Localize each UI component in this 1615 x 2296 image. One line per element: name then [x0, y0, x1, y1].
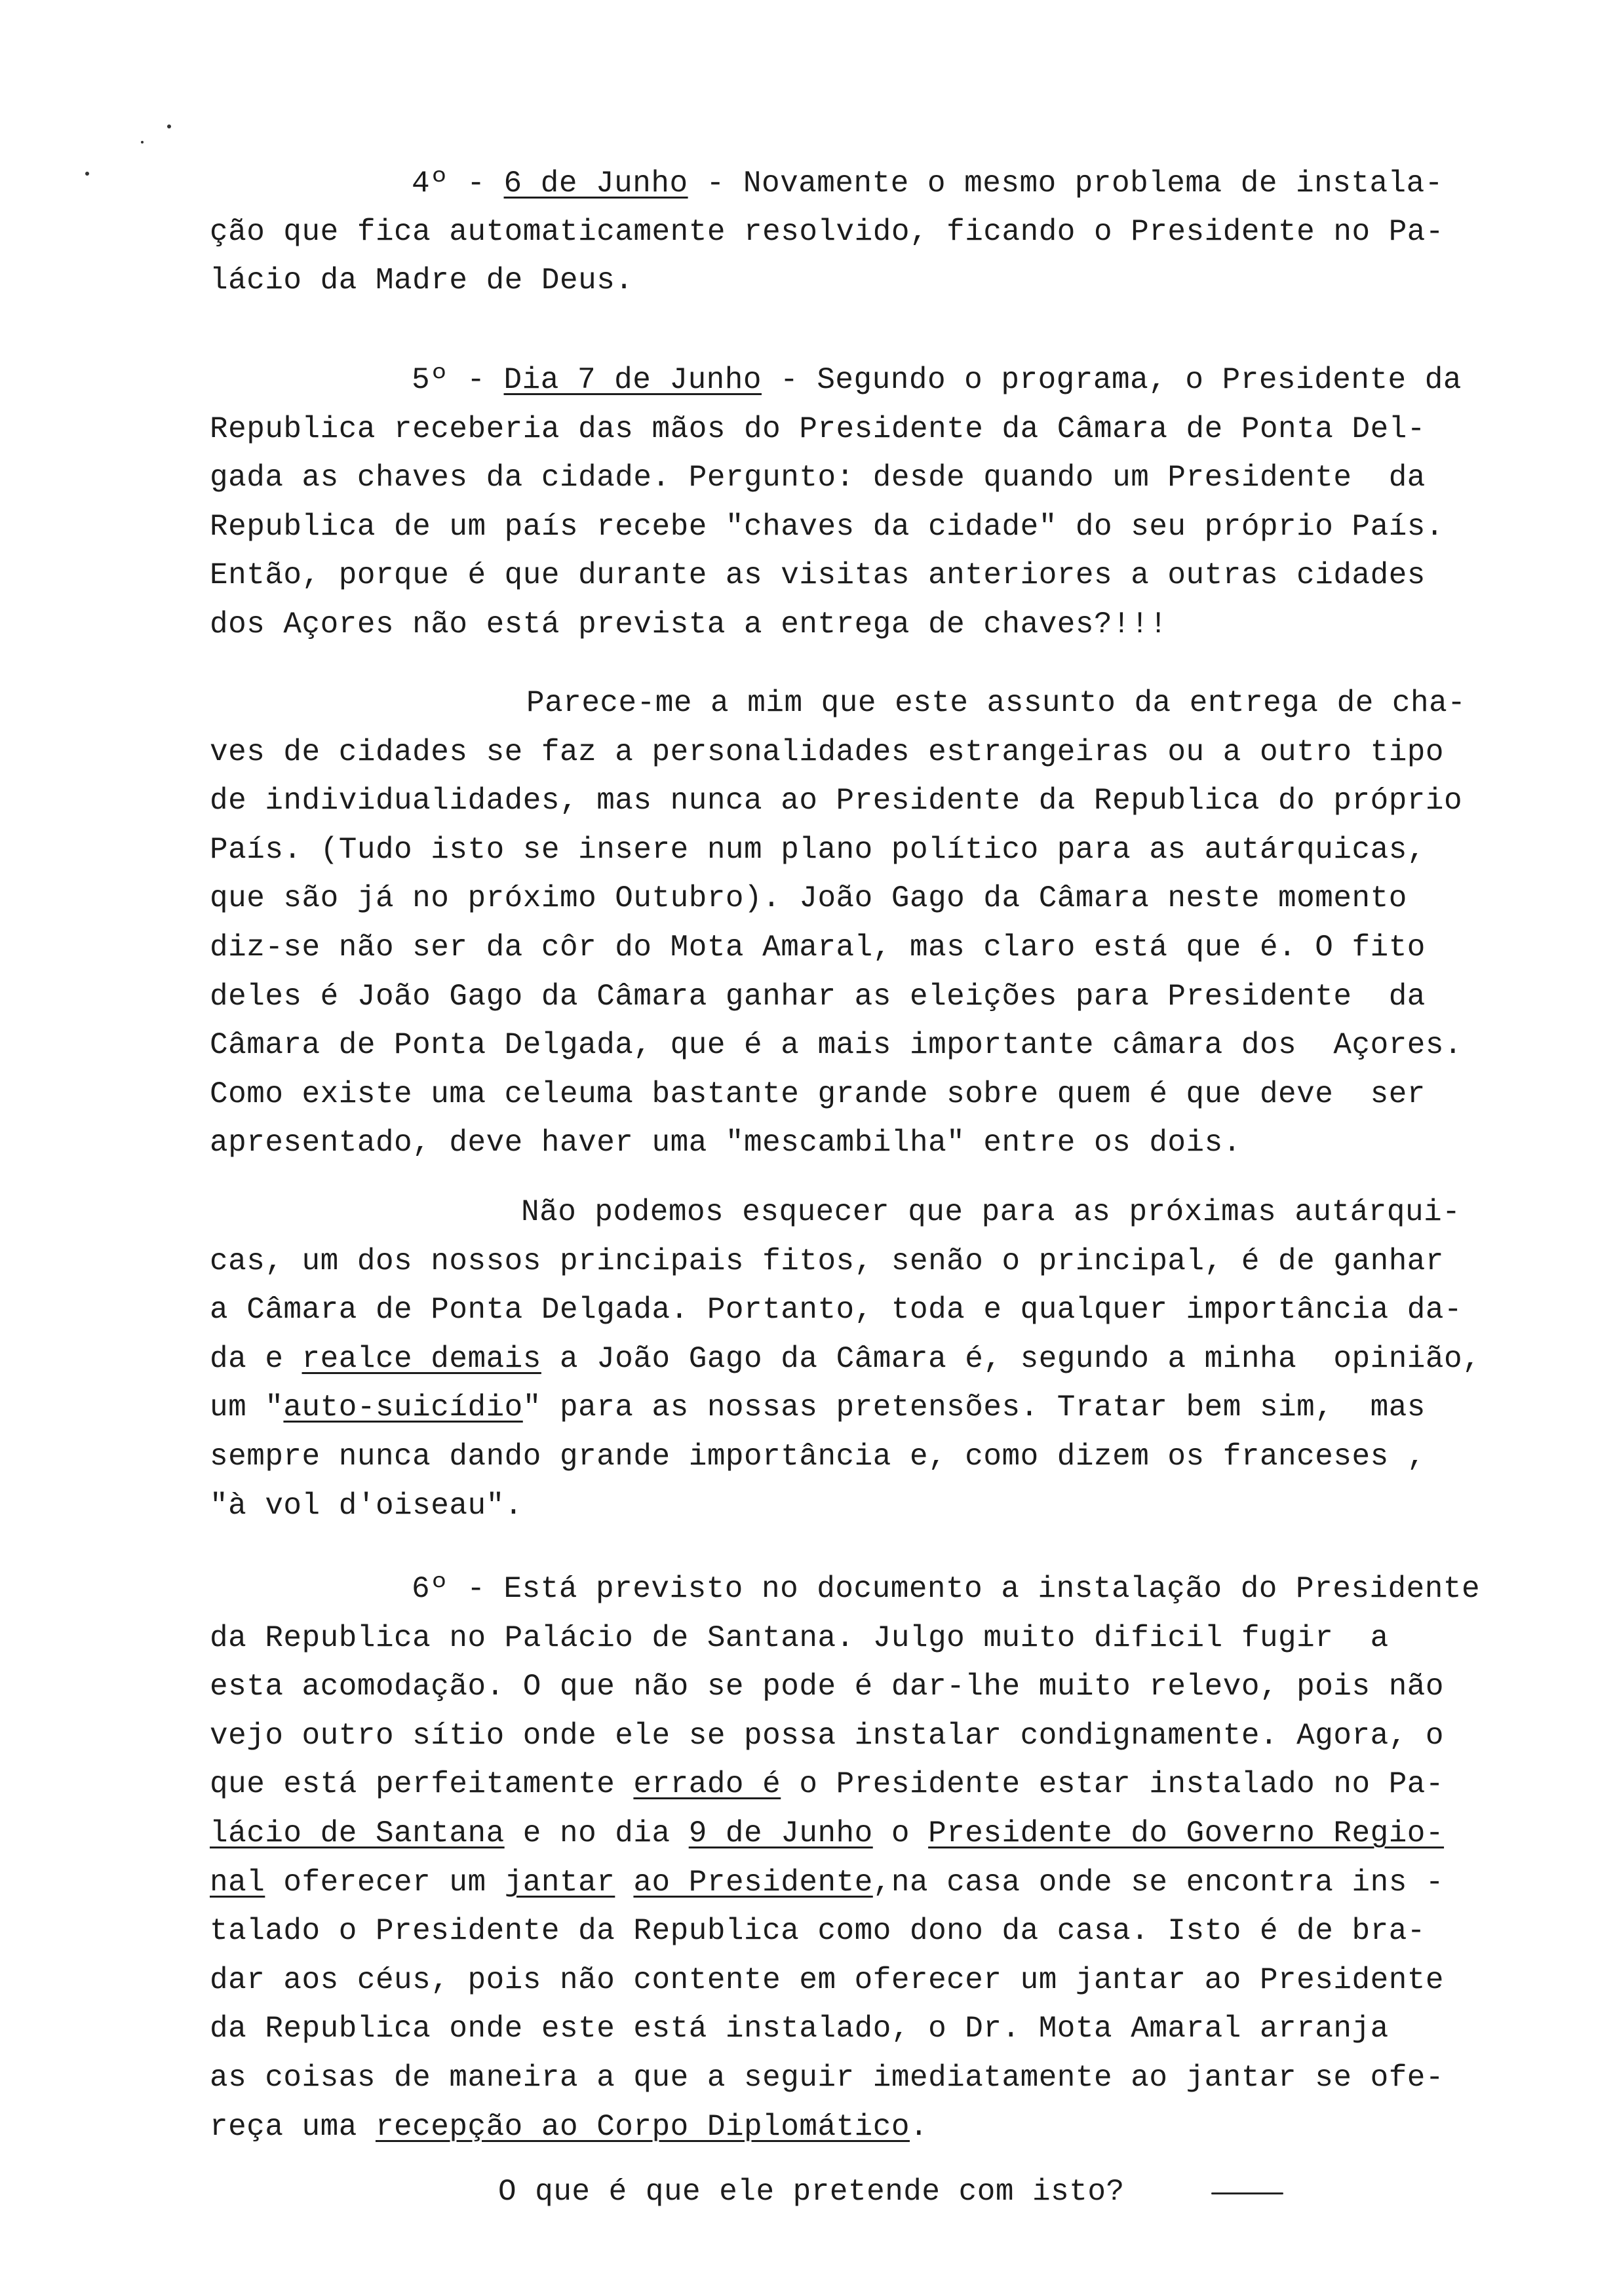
- text-line: [210, 931, 1426, 964]
- text-line: [498, 2175, 1125, 2208]
- text-segment: o Presidente estar instalado no Pa-: [781, 1767, 1445, 1802]
- text-segment: O que é que ele pretende com isto?: [498, 2175, 1125, 2209]
- text-segment: oferecer um: [265, 1865, 505, 1900]
- text-line: [210, 1293, 1462, 1326]
- text-line: [210, 1768, 1444, 1801]
- text-line: [210, 2012, 1389, 2045]
- ink-speck: [85, 172, 89, 176]
- text-line: [210, 510, 1444, 543]
- text-line: [210, 1029, 1462, 1062]
- text-line: [210, 1622, 1389, 1655]
- text-line: [210, 1245, 1444, 1278]
- text-line: [210, 1719, 1444, 1752]
- text-line: [210, 1489, 523, 1522]
- text-segment: gada as chaves da cidade. Pergunto: desde quando um Presidente da: [210, 461, 1426, 495]
- ink-speck: [167, 124, 171, 128]
- text-segment: Como existe uma celeuma bastante grande sobre quem é que deve ser: [210, 1077, 1426, 1111]
- text-segment: da e: [210, 1341, 302, 1376]
- text-line: [526, 687, 1466, 719]
- text-line: [210, 1964, 1444, 1997]
- text-segment: que são já no próximo Outubro). João Gago da Câmara neste momento: [210, 881, 1407, 916]
- text-segment: talado o Presidente da Republica como dono da casa. Isto é de bra-: [210, 1914, 1426, 1949]
- underlined-text: jantar: [504, 1865, 615, 1900]
- text-line: [210, 1866, 1444, 1899]
- text-line: [210, 216, 1444, 248]
- ink-speck: [141, 141, 144, 144]
- text-line: [521, 1196, 1460, 1229]
- underlined-text: recepção ao Corpo Diplomático: [375, 2109, 910, 2144]
- underlined-text: 6 de Junho: [503, 166, 688, 201]
- text-segment: da Republica no Palácio de Santana. Julgo muito dificil fugir a: [210, 1620, 1389, 1655]
- text-segment: "à vol d'oiseau".: [210, 1488, 523, 1523]
- text-segment: vejo outro sítio onde ele se possa instalar condignamente. Agora, o: [210, 1718, 1445, 1753]
- text-segment: Republica de um país recebe "chaves da cidade" do seu próprio País.: [210, 509, 1445, 544]
- text-segment: diz-se não ser da côr do Mota Amaral, mas claro está que é. O fito: [210, 930, 1426, 965]
- text-segment: o: [872, 1816, 929, 1850]
- text-line: [210, 559, 1426, 592]
- text-segment: a Câmara de Ponta Delgada. Portanto, toda e qualquer importância da-: [210, 1293, 1463, 1328]
- text-segment: reça uma: [210, 2109, 376, 2144]
- text-segment: " para as nossas pretensões. Tratar bem sim, mas: [522, 1390, 1426, 1425]
- text-segment: 6º - Está previsto no documento a instalação do Presidente: [412, 1572, 1481, 1606]
- text-line: [210, 2061, 1444, 2094]
- underlined-text: Presidente do Governo Regio-: [928, 1816, 1445, 1850]
- text-segment: que está perfeitamente: [210, 1767, 634, 1802]
- underlined-text: lácio de Santana: [210, 1816, 505, 1850]
- text-line: [210, 1078, 1426, 1111]
- text-line: [210, 2111, 928, 2143]
- underlined-text: realce demais: [302, 1341, 541, 1376]
- text-segment: dos Açores não está prevista a entrega de chaves?!!!: [210, 607, 1168, 641]
- text-segment: 4º -: [412, 166, 504, 201]
- text-segment: ção que fica automaticamente resolvido, ficando o Presidente no Pa-: [210, 215, 1445, 249]
- text-segment: .: [909, 2109, 929, 2144]
- text-segment: dar aos céus, pois não contente em oferecer um jantar ao Presidente: [210, 1962, 1445, 1997]
- text-segment: sempre nunca dando grande importância e, como dizem os franceses ,: [210, 1440, 1426, 1474]
- text-line: [210, 736, 1444, 769]
- text-line: [210, 1440, 1426, 1473]
- handwritten-dash: [1211, 2192, 1283, 2194]
- text-segment: - Segundo o programa, o Presidente da: [762, 363, 1462, 397]
- underlined-text: nal: [210, 1865, 265, 1900]
- text-segment: ,na casa onde se encontra ins -: [872, 1865, 1445, 1900]
- text-line: [210, 784, 1462, 817]
- text-segment: Então, porque é que durante as visitas anteriores a outras cidades: [210, 558, 1426, 593]
- text-segment: de individualidades, mas nunca ao Presidente da Republica do próprio: [210, 784, 1463, 818]
- text-line: [412, 364, 1462, 396]
- underlined-text: Dia 7 de Junho: [503, 363, 762, 397]
- text-line: [210, 1670, 1444, 1703]
- text-line: [210, 1391, 1426, 1424]
- text-line: [210, 264, 633, 297]
- underlined-text: auto-suicídio: [283, 1390, 523, 1425]
- text-line: [210, 1915, 1426, 1947]
- underlined-text: 9 de Junho: [688, 1816, 873, 1850]
- text-line: [412, 167, 1443, 200]
- text-line: [210, 882, 1407, 915]
- text-segment: Câmara de Ponta Delgada, que é a mais importante câmara dos Açores.: [210, 1028, 1463, 1063]
- text-segment: Republica receberia das mãos do Presidente da Câmara de Ponta Del-: [210, 411, 1426, 446]
- text-segment: as coisas de maneira a que a seguir imediatamente ao jantar se ofe-: [210, 2061, 1445, 2095]
- text-segment: ves de cidades se faz a personalidades estrangeiras ou a outro tipo: [210, 735, 1445, 769]
- text-segment: a João Gago da Câmara é, segundo a minha opinião,: [541, 1341, 1481, 1376]
- text-line: [210, 413, 1426, 446]
- text-segment: [615, 1866, 633, 1900]
- text-segment: deles é João Gago da Câmara ganhar as eleições para Presidente da: [210, 979, 1426, 1014]
- underlined-text: errado é: [633, 1767, 781, 1802]
- text-line: [210, 461, 1426, 494]
- text-line: [210, 980, 1426, 1013]
- text-segment: esta acomodação. O que não se pode é dar-lhe muito relevo, pois não: [210, 1670, 1445, 1704]
- text-segment: País. (Tudo isto se insere num plano político para as autárquicas,: [210, 832, 1426, 867]
- text-segment: 5º -: [412, 363, 504, 397]
- text-line: [210, 1343, 1481, 1375]
- underlined-text: ao Presidente: [633, 1865, 873, 1900]
- text-segment: um ": [210, 1390, 284, 1425]
- text-line: [210, 608, 1167, 641]
- text-segment: lácio da Madre de Deus.: [210, 263, 634, 297]
- text-line: [210, 1126, 1241, 1159]
- text-segment: apresentado, deve haver uma "mescambilha" entre os dois.: [210, 1126, 1241, 1160]
- text-line: [412, 1573, 1480, 1605]
- text-segment: e no dia: [504, 1816, 689, 1850]
- text-segment: Parece-me a mim que este assunto da entrega de cha-: [526, 686, 1466, 720]
- text-segment: da Republica onde este está instalado, o Dr. Mota Amaral arranja: [210, 2012, 1389, 2046]
- text-segment: cas, um dos nossos principais fitos, senão o principal, é de ganhar: [210, 1244, 1445, 1278]
- text-line: [210, 1817, 1444, 1850]
- text-segment: Não podemos esquecer que para as próximas autárqui-: [521, 1195, 1461, 1229]
- text-line: [210, 833, 1426, 866]
- text-segment: - Novamente o mesmo problema de instala-: [688, 166, 1443, 201]
